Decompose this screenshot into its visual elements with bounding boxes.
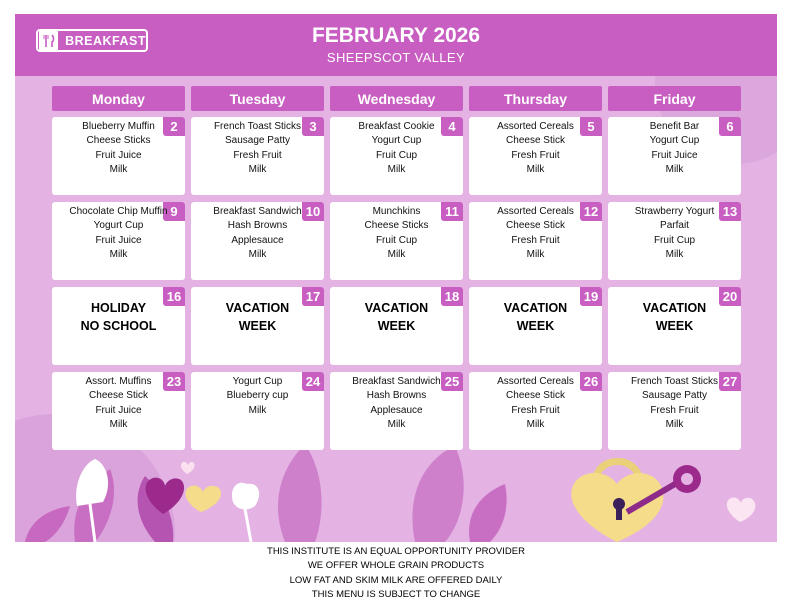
day-notice — [52, 299, 185, 335]
menu-item: Fresh Fruit — [511, 234, 560, 246]
day-notice — [191, 299, 324, 335]
date-badge: 13 — [719, 202, 741, 221]
day-header-thursday: Thursday — [469, 86, 602, 111]
menu-list — [52, 120, 185, 178]
menu-item: Strawberry Yogurt — [634, 206, 715, 217]
day-header-monday: Monday — [52, 86, 185, 111]
menu-item: Hash Browns — [227, 220, 288, 232]
day-cell — [191, 117, 324, 195]
heart-icon — [181, 462, 195, 474]
notice-line: WEEK — [516, 319, 555, 333]
footer-line: WE OFFER WHOLE GRAIN PRODUCTS — [307, 560, 485, 572]
date-badge: 18 — [441, 287, 463, 306]
menu-item: French Toast Sticks — [213, 121, 302, 132]
day-header-wednesday: Wednesday — [330, 86, 463, 111]
menu-item: Fruit Juice — [95, 404, 142, 416]
notice-line: HOLIDAY — [90, 301, 147, 315]
notice-line: VACATION — [364, 301, 429, 315]
tulip-flower — [232, 483, 259, 510]
day-cell — [608, 372, 741, 450]
menu-list — [608, 120, 741, 178]
menu-item: Cheese Stick — [89, 390, 148, 402]
header-bar — [15, 14, 777, 76]
day-cell — [52, 372, 185, 450]
day-cell — [469, 372, 602, 450]
day-cell — [469, 117, 602, 195]
notice-line: WEEK — [377, 319, 416, 333]
day-notice — [608, 299, 741, 335]
keyhole-icon — [616, 504, 622, 520]
menu-list — [191, 375, 324, 418]
date-badge: 12 — [580, 202, 602, 221]
menu-item: Blueberry Muffin — [82, 121, 155, 132]
notice-line: VACATION — [225, 301, 290, 315]
menu-list — [469, 120, 602, 178]
menu-item: Munchkins — [372, 206, 421, 217]
menu-item: Milk — [248, 164, 267, 176]
menu-item: Breakfast Cookie — [358, 121, 435, 132]
date-badge: 26 — [580, 372, 602, 391]
menu-item: Chocolate Chip Muffin — [69, 206, 168, 217]
menu-item: Assorted Cereals — [497, 206, 574, 217]
day-cell — [330, 372, 463, 450]
day-cell — [469, 202, 602, 280]
footer-line: LOW FAT AND SKIM MILK ARE OFFERED DAILY — [289, 574, 503, 586]
breakfast-label: BREAKFAST — [65, 33, 146, 48]
menu-item: Fruit Juice — [95, 234, 142, 246]
date-badge: 23 — [163, 372, 185, 391]
menu-item: Fruit Cup — [653, 234, 696, 246]
day-cell — [330, 287, 463, 365]
date-badge: 25 — [441, 372, 463, 391]
menu-item: Yogurt Cup — [93, 220, 144, 232]
menu-item: Milk — [109, 164, 128, 176]
menu-item: Cheese Stick — [506, 220, 565, 232]
date-badge: 27 — [719, 372, 741, 391]
date-badge: 5 — [580, 117, 602, 136]
menu-item: Sausage Patty — [224, 135, 291, 147]
menu-item: Applesauce — [231, 234, 284, 246]
heart-icon — [186, 485, 221, 512]
menu-item: Milk — [109, 419, 128, 431]
day-cell — [330, 202, 463, 280]
date-badge: 10 — [302, 202, 324, 221]
menu-item: Benefit Bar — [649, 121, 700, 132]
menu-list — [608, 375, 741, 433]
date-badge: 19 — [580, 287, 602, 306]
notice-line: VACATION — [503, 301, 568, 315]
date-badge: 4 — [441, 117, 463, 136]
menu-item: Milk — [387, 249, 406, 261]
page-subtitle: SHEEPSCOT VALLEY — [326, 50, 466, 65]
menu-item: Hash Browns — [366, 390, 427, 402]
menu-item: Fruit Cup — [375, 149, 418, 161]
menu-item: Assorted Cereals — [497, 121, 574, 132]
menu-item: Milk — [665, 164, 684, 176]
footer-notes — [0, 545, 792, 603]
day-notice — [330, 299, 463, 335]
menu-list — [469, 375, 602, 433]
menu-item: Fresh Fruit — [511, 149, 560, 161]
menu-item: Fruit Juice — [95, 149, 142, 161]
day-cell — [608, 287, 741, 365]
heart-icon — [727, 497, 756, 522]
menu-list — [191, 205, 324, 263]
day-cell — [469, 287, 602, 365]
menu-item: Fresh Fruit — [511, 404, 560, 416]
day-cell — [52, 117, 185, 195]
footer-line: THIS INSTITUTE IS AN EQUAL OPPORTUNITY PROVIDER — [267, 546, 525, 557]
leaf-shape — [469, 484, 507, 542]
day-notice — [469, 299, 602, 335]
menu-item: Yogurt Cup — [371, 135, 422, 147]
menu-item: Milk — [248, 404, 267, 416]
day-cell — [191, 372, 324, 450]
leaf-shape — [278, 444, 322, 542]
day-cell — [52, 202, 185, 280]
day-cell — [608, 202, 741, 280]
day-cell — [191, 287, 324, 365]
menu-poster — [15, 14, 777, 542]
notice-line: VACATION — [642, 301, 707, 315]
day-cell — [52, 287, 185, 365]
leaf-shape — [412, 446, 463, 542]
menu-item: Fruit Juice — [651, 149, 698, 161]
day-cell — [608, 117, 741, 195]
menu-item: Milk — [526, 419, 545, 431]
day-header-friday: Friday — [608, 86, 741, 111]
menu-item: Milk — [387, 164, 406, 176]
menu-item: French Toast Sticks — [630, 376, 719, 387]
menu-item: Assort. Muffins — [85, 376, 152, 387]
menu-list — [608, 205, 741, 263]
menu-list — [191, 120, 324, 178]
notice-line: WEEK — [655, 319, 694, 333]
date-badge: 9 — [163, 202, 185, 221]
menu-item: Milk — [526, 164, 545, 176]
date-badge: 17 — [302, 287, 324, 306]
date-badge: 3 — [302, 117, 324, 136]
flower-stem — [245, 509, 251, 542]
menu-list — [330, 120, 463, 178]
menu-item: Assorted Cereals — [497, 376, 574, 387]
menu-list — [469, 205, 602, 263]
date-badge: 11 — [441, 202, 463, 221]
menu-item: Milk — [387, 419, 406, 431]
day-cell — [191, 202, 324, 280]
notice-line: WEEK — [238, 319, 277, 333]
menu-item: Fresh Fruit — [233, 149, 282, 161]
menu-item: Yogurt Cup — [649, 135, 700, 147]
notice-line: NO SCHOOL — [80, 319, 157, 333]
key-icon — [681, 473, 693, 485]
menu-item: Milk — [665, 249, 684, 261]
footer-line: THIS MENU IS SUBJECT TO CHANGE — [311, 589, 481, 601]
day-header-tuesday: Tuesday — [191, 86, 324, 111]
date-badge: 16 — [163, 287, 185, 306]
menu-item: Cheese Stick — [506, 390, 565, 402]
day-cell — [330, 117, 463, 195]
menu-item: Blueberry cup — [226, 390, 289, 402]
menu-item: Milk — [526, 249, 545, 261]
menu-item: Breakfast Sandwich — [213, 206, 302, 217]
menu-item: Parfait — [660, 220, 689, 232]
menu-list — [330, 375, 463, 433]
menu-list — [330, 205, 463, 263]
menu-item: Cheese Stick — [506, 135, 565, 147]
menu-item: Yogurt Cup — [232, 376, 283, 387]
menu-item: Milk — [665, 419, 684, 431]
menu-item: Sausage Patty — [641, 390, 708, 402]
menu-item: Fruit Cup — [375, 234, 418, 246]
date-badge: 20 — [719, 287, 741, 306]
menu-item: Milk — [248, 249, 267, 261]
menu-item: Applesauce — [370, 404, 423, 416]
date-badge: 2 — [163, 117, 185, 136]
menu-item: Breakfast Sandwich — [352, 376, 441, 387]
menu-list — [52, 205, 185, 263]
menu-item: Fresh Fruit — [650, 404, 699, 416]
date-badge: 6 — [719, 117, 741, 136]
menu-item: Cheese Sticks — [364, 220, 429, 232]
menu-list — [52, 375, 185, 433]
date-badge: 24 — [302, 372, 324, 391]
menu-item: Cheese Sticks — [86, 135, 151, 147]
page-title: FEBRUARY 2026 — [311, 24, 481, 47]
menu-item: Milk — [109, 249, 128, 261]
